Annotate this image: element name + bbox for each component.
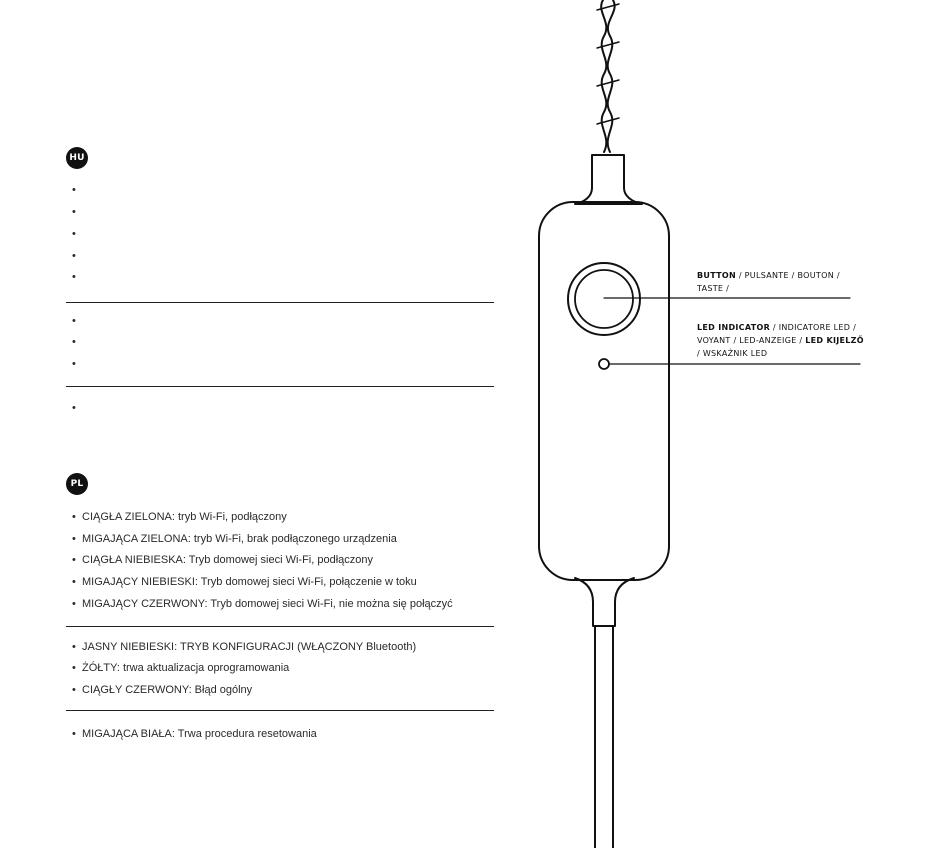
list-item: • ŻÓŁTY: trwa aktualizacja oprogramowania: [72, 662, 290, 674]
bullet: •: [72, 576, 76, 588]
button-callout: BUTTON / PULSANTE / BOUTON / TASTE /: [697, 271, 840, 293]
language-badge-hu: HU: [66, 147, 88, 169]
bullet: •: [72, 641, 76, 653]
list-item: • CIĄGŁA ZIELONA: tryb Wi-Fi, podłączony: [72, 511, 287, 523]
list-item: • MIGAJĄCA BIAŁA: Trwa procedura resetowania: [72, 728, 317, 740]
bullet: •: [72, 250, 76, 262]
bullet: •: [72, 206, 76, 218]
top-strain-relief: [575, 155, 642, 204]
bullet: •: [72, 511, 76, 523]
button-outer-ring: [568, 263, 640, 335]
bullet: •: [72, 598, 76, 610]
list-item: • MIGAJĄCY NIEBIESKI: Tryb domowej sieci Wi-Fi, połączenie w toku: [72, 576, 417, 588]
list-item: • MIGAJĄCA ZIELONA: tryb Wi-Fi, brak podłączonego urządzenia: [72, 533, 397, 545]
list-item: • CIĄGŁA NIEBIESKA: Tryb domowej sieci Wi-Fi, podłączony: [72, 554, 373, 566]
bullet: •: [72, 728, 76, 740]
bullet: •: [72, 336, 76, 348]
bullet: •: [72, 271, 76, 283]
bullet: •: [72, 533, 76, 545]
list-item: • JASNY NIEBIESKI: TRYB KONFIGURACJI (WŁĄCZONY Bluetooth): [72, 641, 417, 653]
bullet: •: [72, 315, 76, 327]
led-indicator: [599, 359, 609, 369]
bullet: •: [72, 662, 76, 674]
list-item: • MIGAJĄCY CZERWONY: Tryb domowej sieci Wi-Fi, nie można się połączyć: [72, 598, 453, 610]
lower-cable: [595, 626, 613, 848]
remote-body: [539, 202, 669, 580]
language-badge-pl: PL: [66, 473, 88, 495]
braided-cable: [597, 0, 619, 152]
button-inner: [575, 270, 633, 328]
bullet: •: [72, 554, 76, 566]
bullet: •: [72, 684, 76, 696]
bullet: •: [72, 402, 76, 414]
bullet: •: [72, 184, 76, 196]
bottom-strain-relief: [575, 578, 634, 626]
list-item: • CIĄGŁY CZERWONY: Błąd ogólny: [72, 684, 253, 696]
led-callout: LED INDICATOR / INDICATORE LED / VOYANT / LED-ANZEIGE / LED KIJELZŐ / WSKAŹNIK LED: [697, 323, 864, 358]
bullet: •: [72, 358, 76, 370]
bullet: •: [72, 228, 76, 240]
